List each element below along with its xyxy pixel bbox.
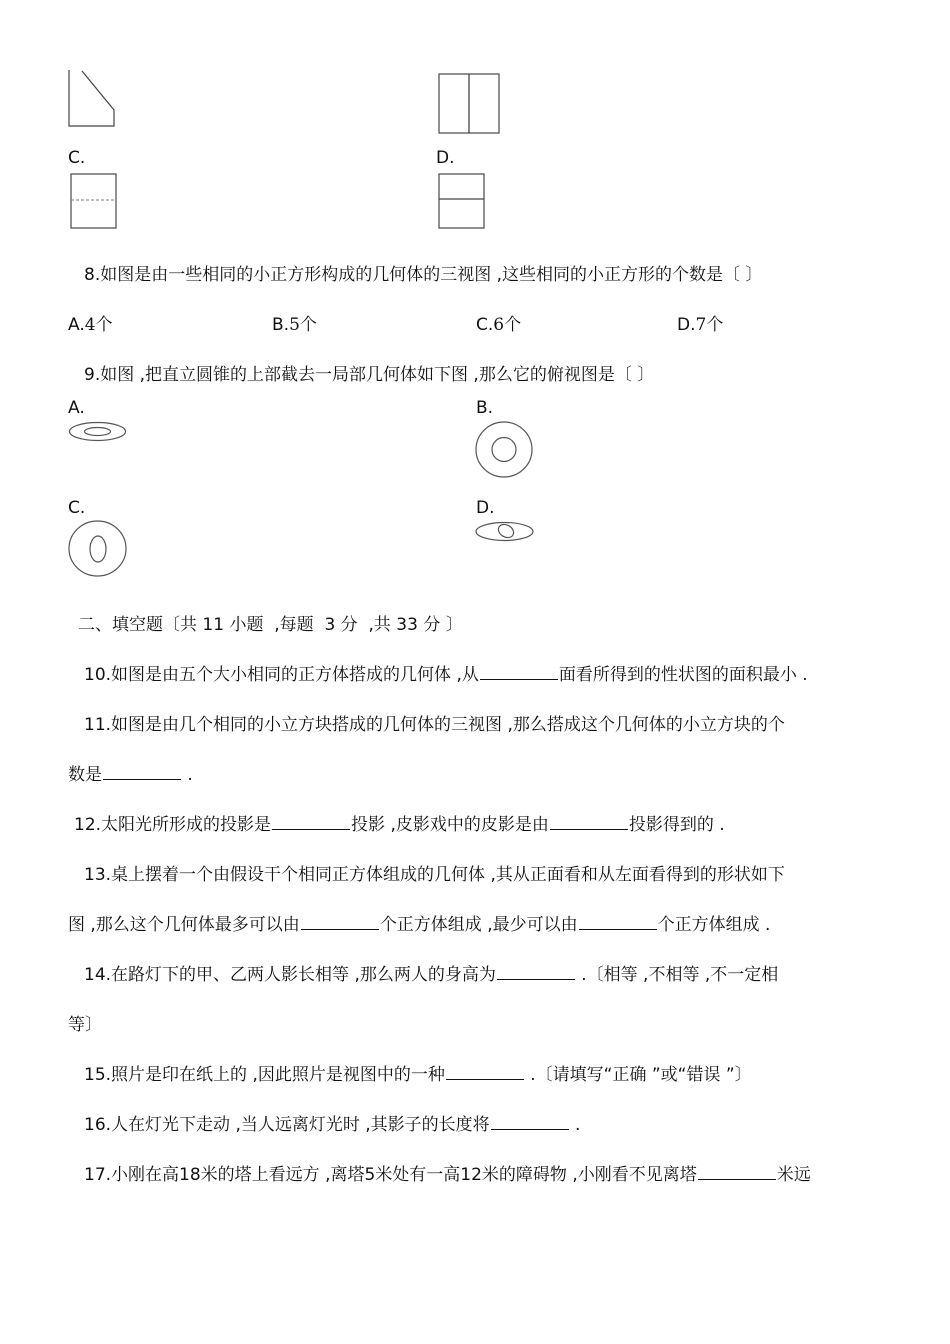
question-9-text: 9.如图 ,把直立圆锥的上部截去一局部几何体如下图 ,那么它的俯视图是〔 〕 (84, 365, 655, 385)
q14-answer-blank[interactable] (497, 978, 575, 980)
question-11-line1: 11.如图是由几个相同的小立方块搭成的几何体的三视图 ,那么搭成这个几何体的小立方块的个 (84, 715, 785, 735)
q7-option-b-figure (438, 73, 500, 135)
q11-text-pre: 数是 (68, 765, 102, 785)
q8-option-c-letter: C. (476, 315, 494, 335)
q11-answer-blank[interactable] (103, 778, 181, 780)
q15-text-pre: 15.照片是印在纸上的 ,因此照片是视图中的一种 (84, 1065, 445, 1085)
question-8-text: 8.如图是由一些相同的小正方形构成的几何体的三视图 ,这些相同的小正方形的个数是〔 〕 (84, 265, 763, 285)
q10-text-pre: 10.如图是由五个大小相同的正方体搭成的几何体 ,从 (84, 665, 479, 685)
q8-option-c-value: 6个 (493, 315, 522, 335)
q8-option-d-letter: D. (677, 315, 696, 335)
question-16 (84, 1110, 580, 1135)
q8-option-c[interactable] (476, 310, 521, 335)
question-17 (84, 1160, 811, 1185)
q9-option-a-figure (68, 421, 128, 443)
q9-option-b-label[interactable]: B. (476, 398, 494, 418)
question-13-line1: 13.桌上摆着一个由假设干个相同正方体组成的几何体 ,其从正面看和从左面看得到的形状如下 (84, 865, 785, 885)
q10-answer-blank[interactable] (480, 678, 558, 680)
q7-option-d-figure (438, 173, 486, 229)
q7-option-c-label[interactable]: C. (68, 148, 86, 168)
q17-text-pre: 17.小刚在高18米的塔上看远方 ,离塔5米处有一高12米的障碍物 ,小刚看不见离塔 (84, 1165, 697, 1185)
q15-text-post: .〔请填写“正确 ”或“错误 ”〕 (524, 1065, 752, 1085)
q9-option-b-figure (475, 421, 535, 479)
q12-text-mid: 投影 ,皮影戏中的皮影是由 (351, 815, 549, 835)
q13-text-pre: 图 ,那么这个几何体最多可以由 (68, 915, 300, 935)
q8-option-b[interactable] (272, 310, 317, 335)
section-2-heading: 二、填空题〔共 11 小题 ,每题 3 分 ,共 33 分 〕 (78, 615, 463, 635)
q8-option-a[interactable] (68, 310, 113, 335)
q12-text-post: 投影得到的 . (628, 815, 725, 835)
q13-answer-blank-max[interactable] (301, 928, 379, 930)
q16-text-pre: 16.人在灯光下走动 ,当人远离灯光时 ,其影子的长度将 (84, 1115, 490, 1135)
q16-text-post: . (569, 1115, 581, 1135)
q10-text-post: 面看所得到的性状图的面积最小 . (558, 665, 808, 685)
question-15 (84, 1060, 752, 1085)
q11-text-post: . (182, 765, 193, 785)
question-11-line2 (68, 760, 193, 785)
q12-answer-blank-2[interactable] (550, 828, 628, 830)
question-10 (84, 660, 808, 685)
q17-answer-blank[interactable] (698, 1178, 776, 1180)
q9-option-a-label[interactable]: A. (68, 398, 85, 418)
q14-text-post: .〔相等 ,不相等 ,不一定相 (575, 965, 779, 985)
q8-option-d-value: 7个 (695, 315, 724, 335)
q8-option-a-value: 4个 (84, 315, 113, 335)
q13-text-post: 个正方体组成 . (657, 915, 771, 935)
q8-option-b-value: 5个 (289, 315, 317, 335)
q14-text-pre: 14.在路灯下的甲、乙两人影长相等 ,那么两人的身高为 (84, 965, 496, 985)
q15-answer-blank[interactable] (446, 1078, 524, 1080)
q16-answer-blank[interactable] (491, 1128, 569, 1130)
question-13-line2 (68, 910, 770, 935)
q8-option-a-letter: A. (68, 315, 85, 335)
q9-option-d-figure (475, 520, 535, 544)
q12-text-pre: 12.太阳光所形成的投影是 (74, 815, 272, 835)
question-12 (74, 810, 725, 835)
q12-answer-blank-1[interactable] (272, 828, 350, 830)
q13-answer-blank-min[interactable] (579, 928, 657, 930)
q7-option-c-figure (70, 173, 118, 229)
q9-option-d-label[interactable]: D. (476, 498, 495, 518)
q13-text-mid: 个正方体组成 ,最少可以由 (379, 915, 578, 935)
q8-option-d[interactable] (677, 310, 723, 335)
question-14-line1 (84, 960, 778, 985)
q9-option-c-figure (68, 520, 128, 578)
q8-option-b-letter: B. (272, 315, 290, 335)
q17-text-post: 米远 (776, 1165, 811, 1185)
question-14-line2: 等〕 (68, 1015, 102, 1035)
q7-option-d-label[interactable]: D. (436, 148, 455, 168)
q7-option-a-figure (68, 70, 118, 128)
q9-option-c-label[interactable]: C. (68, 498, 86, 518)
